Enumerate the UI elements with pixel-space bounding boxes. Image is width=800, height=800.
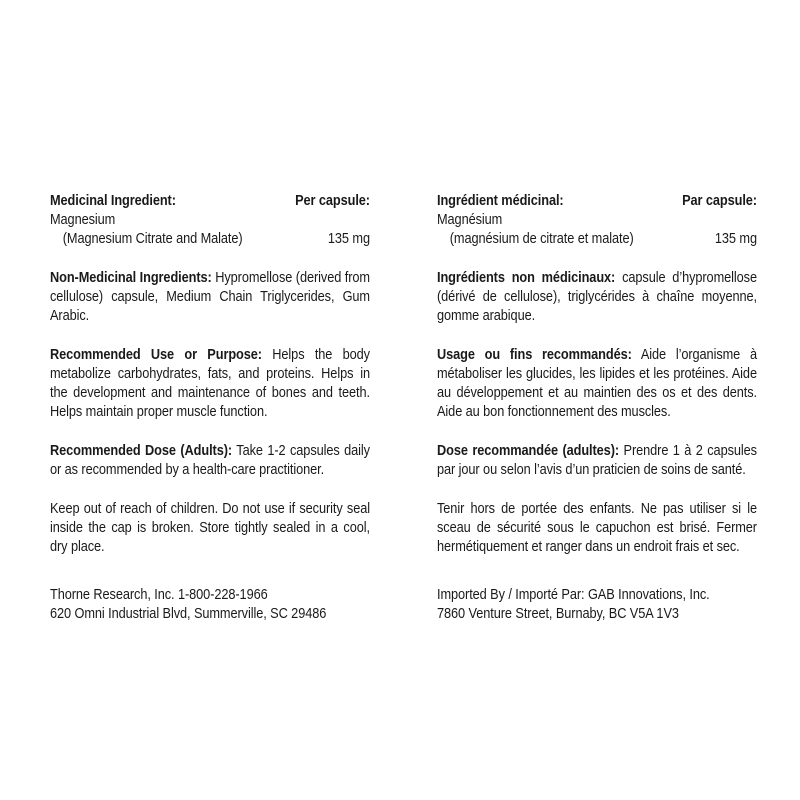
ingredient-detail-fr: (magnésium de citrate et malate) [449,230,634,247]
medicinal-ingredient-heading-fr: Ingrédient médicinal: [437,192,564,209]
importer-address: 7860 Venture Street, Burnaby, BC V5A 1V3 [437,605,679,622]
non-medicinal-ingredients-lead-fr: Ingrédients non médicinaux: [437,269,616,286]
non-medicinal-ingredients-lead: Non-Medicinal Ingredients: [50,269,212,286]
recommended-use-text-fr: Aide l’organisme à métaboliser les glucides, les lipides et les protéines. Aide au développement et au maintien des os et des dents. Aide au bon fonctionnement des muscles. [437,346,757,420]
recommended-dose-lead: Recommended Dose (Adults): [50,442,233,459]
per-capsule-heading-fr: Par capsule: [682,192,757,209]
label-column-english [50,191,370,623]
ingredient-name: Magnesium [50,211,116,228]
manufacturer-footer [50,585,370,623]
ingredient-detail: (Magnesium Citrate and Malate) [62,230,243,247]
non-medicinal-ingredients-paragraph-en [50,268,370,325]
ingredient-table-header-en [50,191,370,210]
recommended-dose-paragraph-fr [437,441,757,479]
recommended-use-paragraph-en [50,345,370,421]
recommended-dose-text: Take 1-2 capsules daily or as recommended by a health-care practitioner. [50,442,370,478]
caution-paragraph-fr [437,499,757,556]
label-column-french [437,191,757,623]
recommended-use-lead-fr: Usage ou fins recommandés: [437,346,632,363]
recommended-dose-lead-fr: Dose recommandée (adultes): [437,442,620,459]
non-medicinal-ingredients-text-fr: capsule d’hypromellose (dérivé de cellulose), triglycérides à chaîne moyenne, gomme arabique. [437,269,757,324]
recommended-dose-text-fr: Prendre 1 à 2 capsules par jour ou selon l’avis d’un praticien de soins de santé. [437,442,757,478]
ingredient-amount-row-fr [437,229,757,248]
ingredient-amount: 135 mg [327,230,370,247]
non-medicinal-ingredients-text: Hypromellose (derived from cellulose) capsule, Medium Chain Triglycerides, Gum Arabic. [50,269,370,324]
caution-paragraph-en [50,499,370,556]
recommended-use-text: Helps the body metabolize carbohydrates, fats, and proteins. Helps in the development and maintenance of bones and teeth. Helps maintain proper muscle function. [50,346,370,420]
importer-name: Imported By / Importé Par: GAB Innovations, Inc. [437,586,710,603]
ingredient-amount-fr: 135 mg [714,230,757,247]
ingredient-table-header-fr [437,191,757,210]
manufacturer-name-phone: Thorne Research, Inc. 1-800-228-1966 [50,586,268,603]
non-medicinal-ingredients-paragraph-fr [437,268,757,325]
per-capsule-heading: Per capsule: [295,192,370,209]
medicinal-ingredient-heading: Medicinal Ingredient: [50,192,176,209]
importer-footer [437,585,757,623]
ingredient-name-fr: Magnésium [437,211,503,228]
recommended-use-paragraph-fr [437,345,757,421]
manufacturer-address: 620 Omni Industrial Blvd, Summerville, SC 29486 [50,605,327,622]
ingredient-amount-row-en [50,229,370,248]
caution-text-fr: Tenir hors de portée des enfants. Ne pas utiliser si le sceau de sécurité sous le capuchon est brisé. Fermer hermétiquement et ranger dans un endroit frais et sec. [437,500,757,555]
recommended-dose-paragraph-en [50,441,370,479]
recommended-use-lead: Recommended Use or Purpose: [50,346,262,363]
caution-text-en: Keep out of reach of children. Do not use if security seal inside the cap is broken. Store tightly sealed in a cool, dry place. [50,500,370,555]
